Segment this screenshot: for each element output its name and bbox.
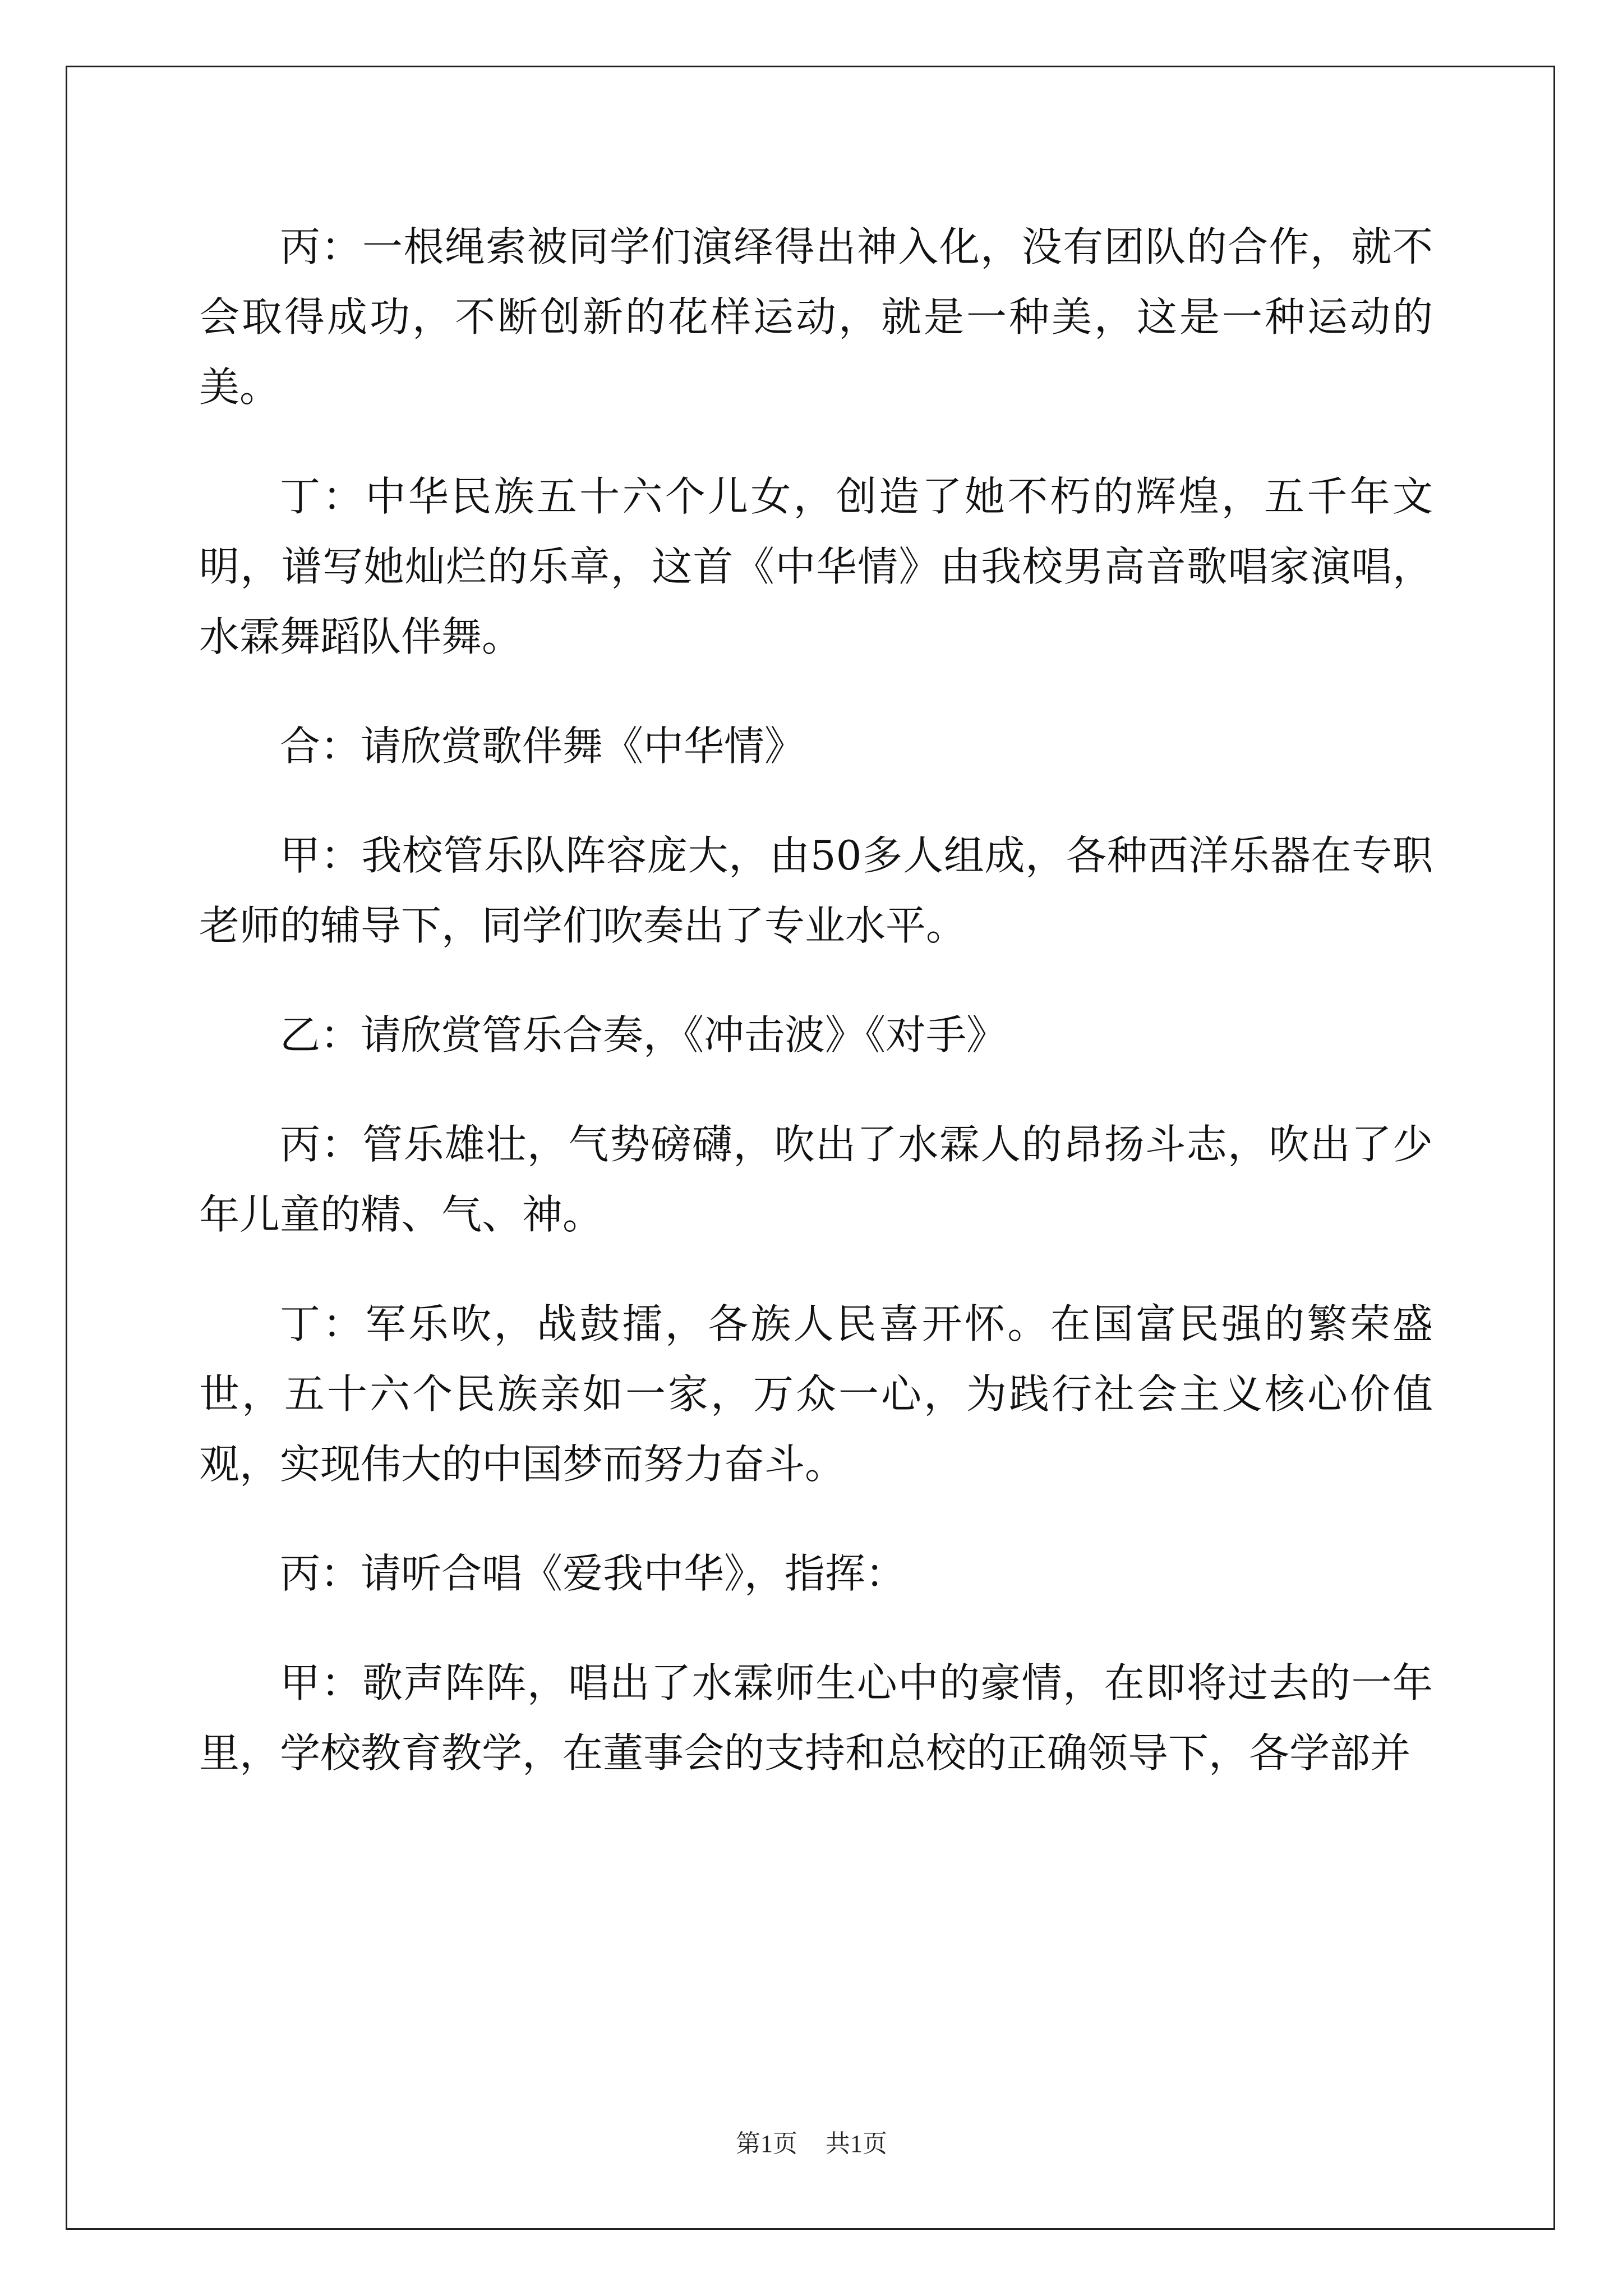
paragraph: 丁：中华民族五十六个儿女，创造了她不朽的辉煌，五千年文明，谱写她灿烂的乐章，这首《中华情》由我校男高音歌唱家演唱，水霖舞蹈队伴舞。 [199, 473, 1433, 660]
paragraph: 乙：请欣赏管乐合奏，《冲击波》《对手》 [280, 1011, 1007, 1059]
page-footer [0, 2123, 1623, 2159]
paragraph: 合：请欣赏歌伴舞《中华情》 [280, 723, 805, 770]
paragraph: 丙：管乐雄壮，气势磅礴，吹出了水霖人的昂扬斗志，吹出了少年儿童的精、气、神。 [199, 1121, 1433, 1238]
paragraph: 甲：我校管乐队阵容庞大，由50多人组成，各种西洋乐器在专职老师的辅导下，同学们吹奏出了专业水平。 [199, 832, 1433, 949]
paragraph: 丁：军乐吹，战鼓擂，各族人民喜开怀。在国富民强的繁荣盛世，五十六个民族亲如一家，万众一心，为践行社会主义核心价值观，实现伟大的中国梦而努力奋斗。 [199, 1300, 1433, 1488]
page-number: 第1页 [736, 2130, 797, 2157]
page-total: 共1页 [826, 2130, 887, 2157]
paragraph: 丙：一根绳索被同学们演绎得出神入化，没有团队的合作，就不会取得成功，不断创新的花样运动，就是一种美，这是一种运动的美。 [199, 223, 1433, 411]
paragraph: 甲：歌声阵阵，唱出了水霖师生心中的豪情，在即将过去的一年里，学校教育教学，在董事会的支持和总校的正确领导下，各学部并 [199, 1659, 1433, 1777]
document-body [199, 212, 1433, 1828]
paragraph: 丙：请听合唱《爱我中华》，指挥： [280, 1550, 906, 1597]
